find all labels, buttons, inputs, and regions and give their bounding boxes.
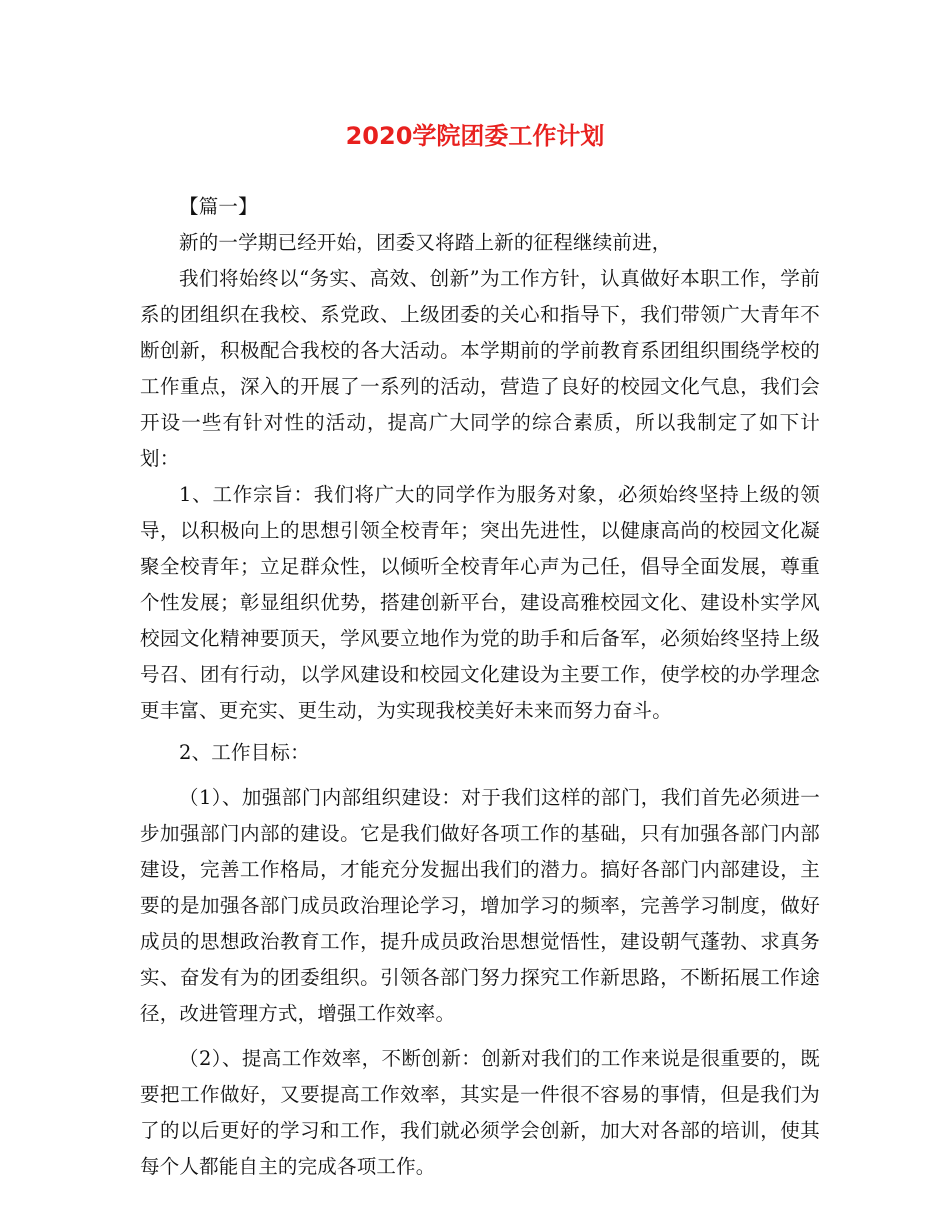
paragraph-goals-heading: 2、工作目标： (179, 741, 310, 764)
document-body (140, 189, 820, 1185)
paragraph-goal-2: （2）、提高工作效率，不断创新：创新对我们的工作来说是很重要的，既要把工作做好，又要提高工作效率，其实是一件很不容易的事情，但是我们为了的以后更好的学习和工作，我们就必须学会创新，加大对各部的培训，使其每个人都能自主的完成各项工作。 (140, 1047, 820, 1178)
paragraph-purpose: 1、工作宗旨：我们将广大的同学作为服务对象，必须始终坚持上级的领导，以积极向上的思想引领全校青年；突出先进性，以健康高尚的校园文化凝聚全校青年；立足群众性，以倾听全校青年心声为己任，倡导全面发展，尊重个性发展；彰显组织优势，搭建创新平台，建设高雅校园文化、建设朴实学风校园文化精神要顶天，学风要立地作为党的助手和后备军，必须始终坚持上级号召、团有行动，以学风建设和校园文化建设为主要工作，使学校的办学理念更丰富、更充实、更生动，为实现我校美好未来而努力奋斗。 (140, 483, 820, 722)
paragraph-intro: 新的一学期已经开始，团委又将踏上新的征程继续前进， (179, 231, 672, 254)
document-title: 2020学院团委工作计划 (345, 122, 605, 150)
section-heading: 【篇一】 (179, 195, 258, 218)
paragraph-goal-1: （1）、加强部门内部组织建设：对于我们这样的部门，我们首先必须进一步加强部门内部的建设。它是我们做好各项工作的基础，只有加强各部门内部建设，完善工作格局，才能充分发掘出我们的潜力。搞好各部门内部建设，主要的是加强各部门成员政治理论学习，增加学习的频率，完善学习制度，做好成员的思想政治教育工作，提升成员政治思想觉悟性，建设朝气蓬勃、求真务实、奋发有为的团委组织。引领各部门努力探究工作新思路，不断拓展工作途径，改进管理方式，增强工作效率。 (140, 786, 820, 1025)
paragraph-policy: 我们将始终以“务实、高效、创新”为工作方针，认真做好本职工作，学前系的团组织在我校、系党政、上级团委的关心和指导下，我们带领广大青年不断创新，积极配合我校的各大活动。本学期前的学前教育系团组织围绕学校的工作重点，深入的开展了一系列的活动，营造了良好的校园文化气息，我们会开设一些有针对性的活动，提高广大同学的综合素质，所以我制定了如下计划： (140, 267, 820, 470)
